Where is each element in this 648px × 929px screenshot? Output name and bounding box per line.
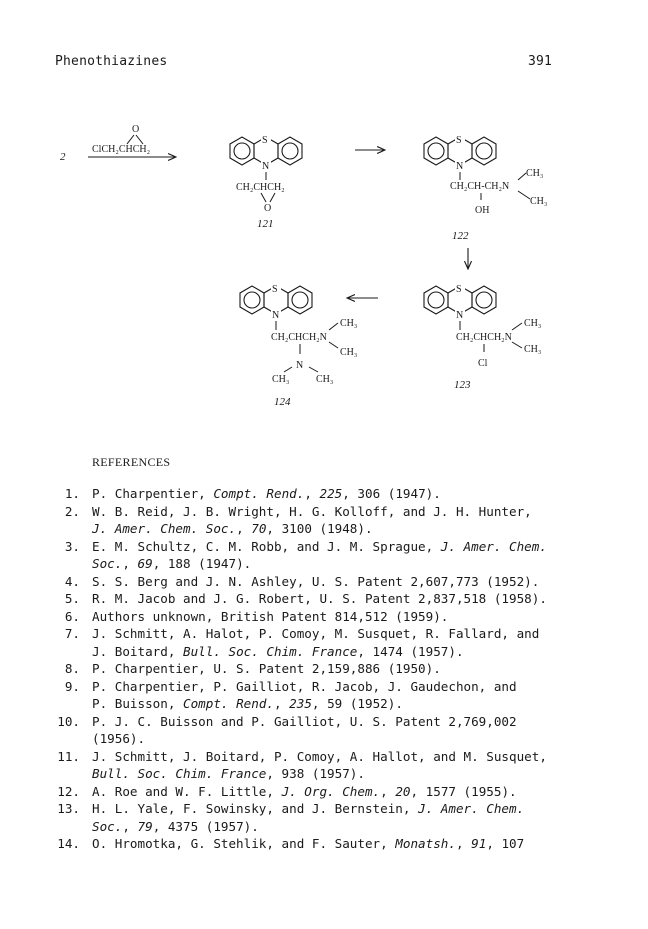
reference-line: S. S. Berg and J. N. Ashley, U. S. Patent 2,607,773 (1952). [92, 573, 540, 589]
reference-number: 10. [57, 713, 80, 729]
reference-text [92, 538, 572, 573]
reference-text [92, 748, 572, 783]
reference-item [54, 783, 574, 801]
reference-text [92, 625, 572, 660]
c121-number: 121 [257, 218, 274, 230]
c122-ch3-b: CH₃ [530, 196, 548, 207]
c122-number: 122 [452, 230, 469, 242]
c124-me-bond-b [329, 342, 338, 348]
reference-number: 9. [64, 678, 80, 694]
c124-second-nitrogen: N [296, 360, 304, 371]
reference-text [92, 590, 572, 608]
c123-ch3-b: CH₃ [524, 344, 542, 355]
reference-text [92, 713, 572, 748]
c122-me-bond-a [518, 173, 526, 180]
reference-line: Soc., 69, 188 (1947). [92, 556, 252, 571]
c123-me-bond-b [512, 342, 522, 348]
c124-sulfur: S [272, 284, 278, 295]
c121-epoxide-bond-left [261, 193, 266, 202]
reference-line: R. M. Jacob and J. G. Robert, U. S. Patent 2,837,518 (1958). [92, 591, 547, 606]
c124-n2-me-bond-left [284, 367, 292, 372]
reference-item [54, 835, 574, 853]
c121-nitrogen: N [262, 161, 270, 172]
reference-number: 7. [64, 626, 80, 641]
c121-chain: CH₂CHCH₂ [236, 182, 285, 193]
c122-me-bond-b [518, 191, 530, 199]
c123-sulfur: S [456, 284, 462, 295]
reference-item [54, 713, 574, 748]
reference-line: Soc., 79, 4375 (1957). [92, 818, 259, 834]
reference-number: 3. [64, 538, 80, 554]
c122-chain: CH₂CH-CH₂N [450, 181, 510, 192]
reference-number: 6. [64, 608, 80, 624]
epoxide-bond-right [136, 135, 143, 144]
references-heading: REFERENCES [92, 455, 171, 469]
reference-number: 1. [64, 486, 80, 501]
c123-chlorine: Cl [478, 358, 488, 369]
c122-nitrogen: N [456, 161, 464, 172]
reference-number: 12. [57, 783, 80, 799]
c121-sulfur: S [262, 135, 268, 146]
reference-number: 11. [57, 748, 80, 764]
reference-item [54, 590, 574, 608]
reference-line: P. Buisson, Compt. Rend., 235, 59 (1952). [92, 696, 403, 711]
running-header-title: Phenothiazines [55, 54, 168, 69]
epoxide-oxygen: O [132, 124, 140, 135]
reference-line: P. Charpentier, P. Gailliot, R. Jacob, J. Gaudechon, and [92, 678, 517, 694]
reference-line: (1956). [92, 731, 146, 746]
c124-n2-me-bond-right [309, 367, 318, 372]
reference-text [92, 678, 572, 713]
c124-ch3-b: CH₃ [340, 347, 358, 358]
epoxide-bond-left [127, 135, 134, 144]
reference-text [92, 835, 572, 853]
reference-number: 5. [64, 591, 80, 606]
c122-sulfur: S [456, 135, 462, 146]
reference-item [54, 678, 574, 713]
reference-number: 14. [57, 836, 80, 851]
c124-nitrogen: N [272, 310, 280, 321]
reference-line: P. Charpentier, U. S. Patent 2,159,886 (1950). [92, 661, 441, 676]
reference-number: 8. [64, 661, 80, 676]
c123-nitrogen: N [456, 310, 464, 321]
reference-line: W. B. Reid, J. B. Wright, H. G. Kolloff, and J. H. Hunter, [92, 503, 532, 519]
reference-line: J. Schmitt, A. Halot, P. Comoy, M. Susquet, R. Fallard, and [92, 626, 540, 641]
reference-line: J. Schmitt, J. Boitard, P. Comoy, A. Hallot, and M. Susquet, [92, 748, 547, 764]
reference-text [92, 660, 572, 678]
reference-text [92, 800, 572, 835]
reference-item [54, 538, 574, 573]
c123-ch3-a: CH₃ [524, 318, 542, 329]
reference-line: J. Boitard, Bull. Soc. Chim. France, 1474 (1957). [92, 643, 464, 659]
c121-epoxide-bond-right [270, 193, 275, 202]
reference-line: A. Roe and W. F. Little, J. Org. Chem., 20, 1577 (1955). [92, 783, 517, 799]
c124-number: 124 [274, 396, 291, 408]
reference-line: H. L. Yale, F. Sowinsky, and J. Bernstein, J. Amer. Chem. [92, 801, 525, 816]
reference-text [92, 485, 572, 503]
c124-me-bond-a [329, 323, 338, 330]
c124-ch3-a: CH₃ [340, 318, 358, 329]
reference-line: J. Amer. Chem. Soc., 70, 3100 (1948). [92, 521, 373, 536]
reference-item [54, 608, 574, 626]
reference-item [54, 660, 574, 678]
c123-me-bond-a [512, 323, 522, 330]
reference-line: E. M. Schultz, C. M. Robb, and J. M. Sprague, J. Amer. Chem. [92, 538, 547, 554]
reference-item [54, 485, 574, 503]
c124-ch3-c: CH₃ [272, 374, 290, 385]
reagent-label: ClCH₂CHCH₂ [92, 144, 151, 155]
c122-hydroxyl: OH [475, 205, 490, 216]
page-number: 391 [528, 54, 553, 69]
reference-number: 13. [57, 801, 80, 816]
reference-item [54, 503, 574, 538]
reaction-scheme [0, 0, 648, 420]
reference-number: 4. [64, 573, 80, 589]
reference-line: Bull. Soc. Chim. France, 938 (1957). [92, 766, 365, 781]
reference-line: Authors unknown, British Patent 814,512 (1959). [92, 608, 449, 624]
reagent-coefficient: 2 [60, 151, 66, 163]
reference-text [92, 783, 572, 801]
c123-chain: CH₂CHCH₂N [456, 332, 512, 343]
reference-line: P. Charpentier, Compt. Rend., 225, 306 (1947). [92, 486, 441, 501]
c122-ch3-a: CH₃ [526, 168, 544, 179]
reference-number: 2. [64, 503, 80, 519]
reference-line: P. J. C. Buisson and P. Gailliot, U. S. Patent 2,769,002 [92, 713, 517, 729]
c124-ch3-d: CH₃ [316, 374, 334, 385]
reference-item [54, 748, 574, 783]
reference-item [54, 573, 574, 591]
reference-item [54, 800, 574, 835]
c124-chain: CH₂CHCH₂N [271, 332, 327, 343]
reference-text [92, 573, 572, 591]
reference-item [54, 625, 574, 660]
c121-oxygen: O [264, 203, 272, 214]
reference-text [92, 608, 572, 626]
reference-line: O. Hromotka, G. Stehlik, and F. Sauter, Monatsh., 91, 107 [92, 836, 525, 851]
c123-number: 123 [454, 379, 471, 391]
reference-text [92, 503, 572, 538]
